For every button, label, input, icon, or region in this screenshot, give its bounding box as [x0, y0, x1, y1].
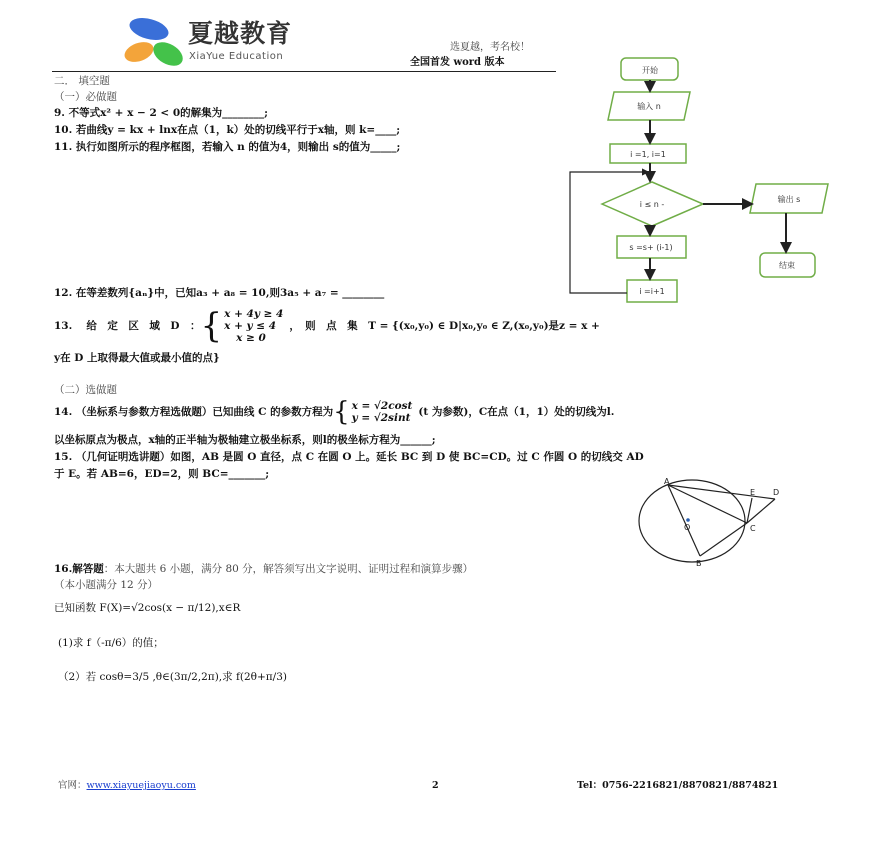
question-16-points: （本小题满分 12 分） [54, 579, 159, 591]
flow-init-label: i =1, i=1 [630, 150, 666, 159]
point-c: C [750, 524, 756, 533]
logo-english: XiaYue Education [189, 51, 284, 62]
question-16-part2: （2）若 cosθ=3/5 ,θ∈(3π/2,2π),求 f(2θ+π/3) [58, 671, 287, 683]
logo-chinese: 夏越教育 [188, 19, 293, 48]
flow-input-label: 输入 n [637, 102, 661, 111]
question-16-header: 16.解答题：本大题共 6 小题，满分 80 分，解答须写出文字说明、证明过程和演算步骤） [54, 563, 474, 575]
flow-end-label: 结束 [779, 261, 795, 270]
website-link[interactable]: www.xiayuejiaoyu.com [86, 780, 196, 791]
geometry-figure [620, 475, 790, 570]
edition: 全国首发 word 版本 [410, 57, 505, 68]
question-13-label: 13. 给 定 区 域 D ： [54, 320, 201, 332]
flow-update-i-label: i =i+1 [639, 287, 665, 296]
question-14-a: 14. （坐标系与参数方程选做题）已知曲线 C 的参数方程为 [54, 406, 334, 418]
brace: { [200, 306, 223, 346]
flow-condition-label: i ≤ n - [639, 200, 665, 209]
question-16-function: 已知函数 F(X)=√2cos(x − π/12),x∈R [54, 602, 241, 614]
flow-update-s-label: s =s+ (i-1) [629, 243, 673, 252]
point-o: O [684, 523, 691, 532]
flow-start-label: 开始 [642, 66, 658, 75]
flow-output-label: 输出 s [777, 195, 801, 204]
question-16-part1: (1)求 f（-π/6）的值； [58, 637, 164, 649]
footer-tel: Tel：0756-2216821/8870821/8874821 [577, 780, 779, 791]
section-title: 二． 填空题 [54, 75, 110, 87]
question-14-line2: 以坐标原点为极点，x轴的正半轴为极轴建立极坐标系，则l的极坐标方程为______; [54, 434, 436, 446]
question-13-system: x + 4y ≥ 4 x + y ≤ 4 x ≥ 0 [224, 308, 284, 344]
question-14-system: x = √2cost y = √2sint [351, 400, 413, 424]
question-10: 10. 若曲线y = kx + lnx在点（1，k）处的切线平行于x轴，则 k=____; [54, 124, 401, 136]
point-a: A [664, 477, 670, 486]
question-15: 15. （几何证明选讲题）如图，AB 是圆 O 直径，点 C 在圆 O 上。延长 BC 到 D 使 BC=CD。过 C 作圆 O 的切线交 AD [54, 451, 644, 463]
flowchart [0, 0, 870, 320]
point-d: D [773, 488, 780, 497]
question-13-line2: y在 D 上取得最大值或最小值的点} [54, 352, 220, 364]
question-12: 12. 在等差数列{aₙ}中，已知a₃ + a₈ = 10,则3a₅ + a₇ = ________ [54, 287, 385, 299]
part-title: （一）必做题 [54, 91, 117, 103]
question-11: 11. 执行如图所示的程序框图，若输入 n 的值为4，则输出 s的值为_____; [54, 141, 401, 153]
point-e: E [750, 488, 756, 497]
question-15-line2: 于 E。若 AB=6，ED=2，则 BC=_______; [54, 468, 270, 480]
page-number: 2 [432, 780, 439, 791]
brace: { [333, 397, 350, 427]
part-title: （二）选做题 [54, 384, 117, 396]
footer-site: 官网：www.xiayuejiaoyu.com [58, 780, 196, 791]
question-13-rest: ， 则 点 集 T = {(x₀,y₀) ∈ D|x₀,y₀ ∈ Z,(x₀,y₀)是z = x + [289, 320, 600, 332]
question-14-row [54, 398, 614, 426]
point-b: B [696, 559, 702, 568]
question-9: 9. 不等式x² + x − 2 < 0的解集为________; [54, 107, 269, 119]
slogan: 选夏越，考名校！ [450, 42, 530, 53]
question-14-b: (t 为参数)，C在点（1，1）处的切线为l. [418, 406, 615, 418]
